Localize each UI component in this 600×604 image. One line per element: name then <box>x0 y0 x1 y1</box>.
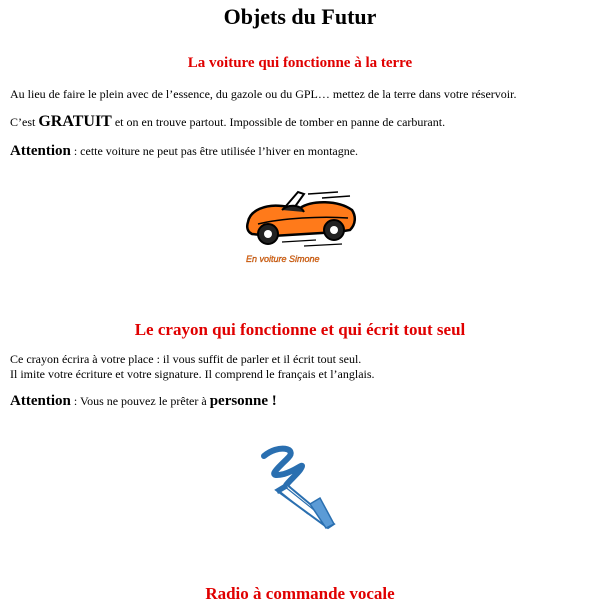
car-paragraph-2 <box>10 114 590 130</box>
pen-attention-text: : Vous ne pouvez le prêter à <box>70 394 210 408</box>
page-title: Objets du Futur <box>223 4 377 29</box>
car-paragraph-3 <box>10 144 590 159</box>
car-caption: En voiture Simone <box>246 254 320 264</box>
section-title-car: La voiture qui fonctionne à la terre <box>187 55 413 71</box>
pen-attention-label: Attention <box>10 393 71 409</box>
pen-paragraph-1-line1: Ce crayon écrira à votre place : il vous suffit de parler et il écrit tout seul. <box>10 352 362 366</box>
personne-emphasis: personne ! <box>209 393 277 409</box>
car-attention-label: Attention <box>10 143 71 159</box>
fountain-pen-icon <box>258 444 338 530</box>
car-attention-text: : cette voiture ne peut pas être utilisée l’hiver en montagne. <box>70 144 359 158</box>
pen-paragraph-1-line2: Il imite votre écriture et votre signature. Il comprend le français et l’anglais. <box>10 367 375 381</box>
convertible-car-icon <box>242 186 360 268</box>
section-title-pen: Le crayon qui fonctionne et qui écrit tout seul <box>134 320 466 339</box>
section-title-radio: Radio à commande vocale <box>205 584 395 603</box>
pen-paragraph-1 <box>10 352 590 382</box>
car-paragraph-1-text: Au lieu de faire le plein avec de l’essence, du gazole ou du GPL… mettez de la terre dans votre réservoir. <box>10 87 517 101</box>
car-illustration <box>242 186 360 268</box>
car-paragraph-2-suffix: et on en trouve partout. Impossible de tomber en panne de carburant. <box>111 115 446 129</box>
gratuit-emphasis: GRATUIT <box>38 113 112 130</box>
car-paragraph-1 <box>10 87 590 102</box>
car-paragraph-2-prefix: C’est <box>10 115 39 129</box>
pen-illustration <box>258 444 338 530</box>
pen-paragraph-2 <box>10 394 590 409</box>
